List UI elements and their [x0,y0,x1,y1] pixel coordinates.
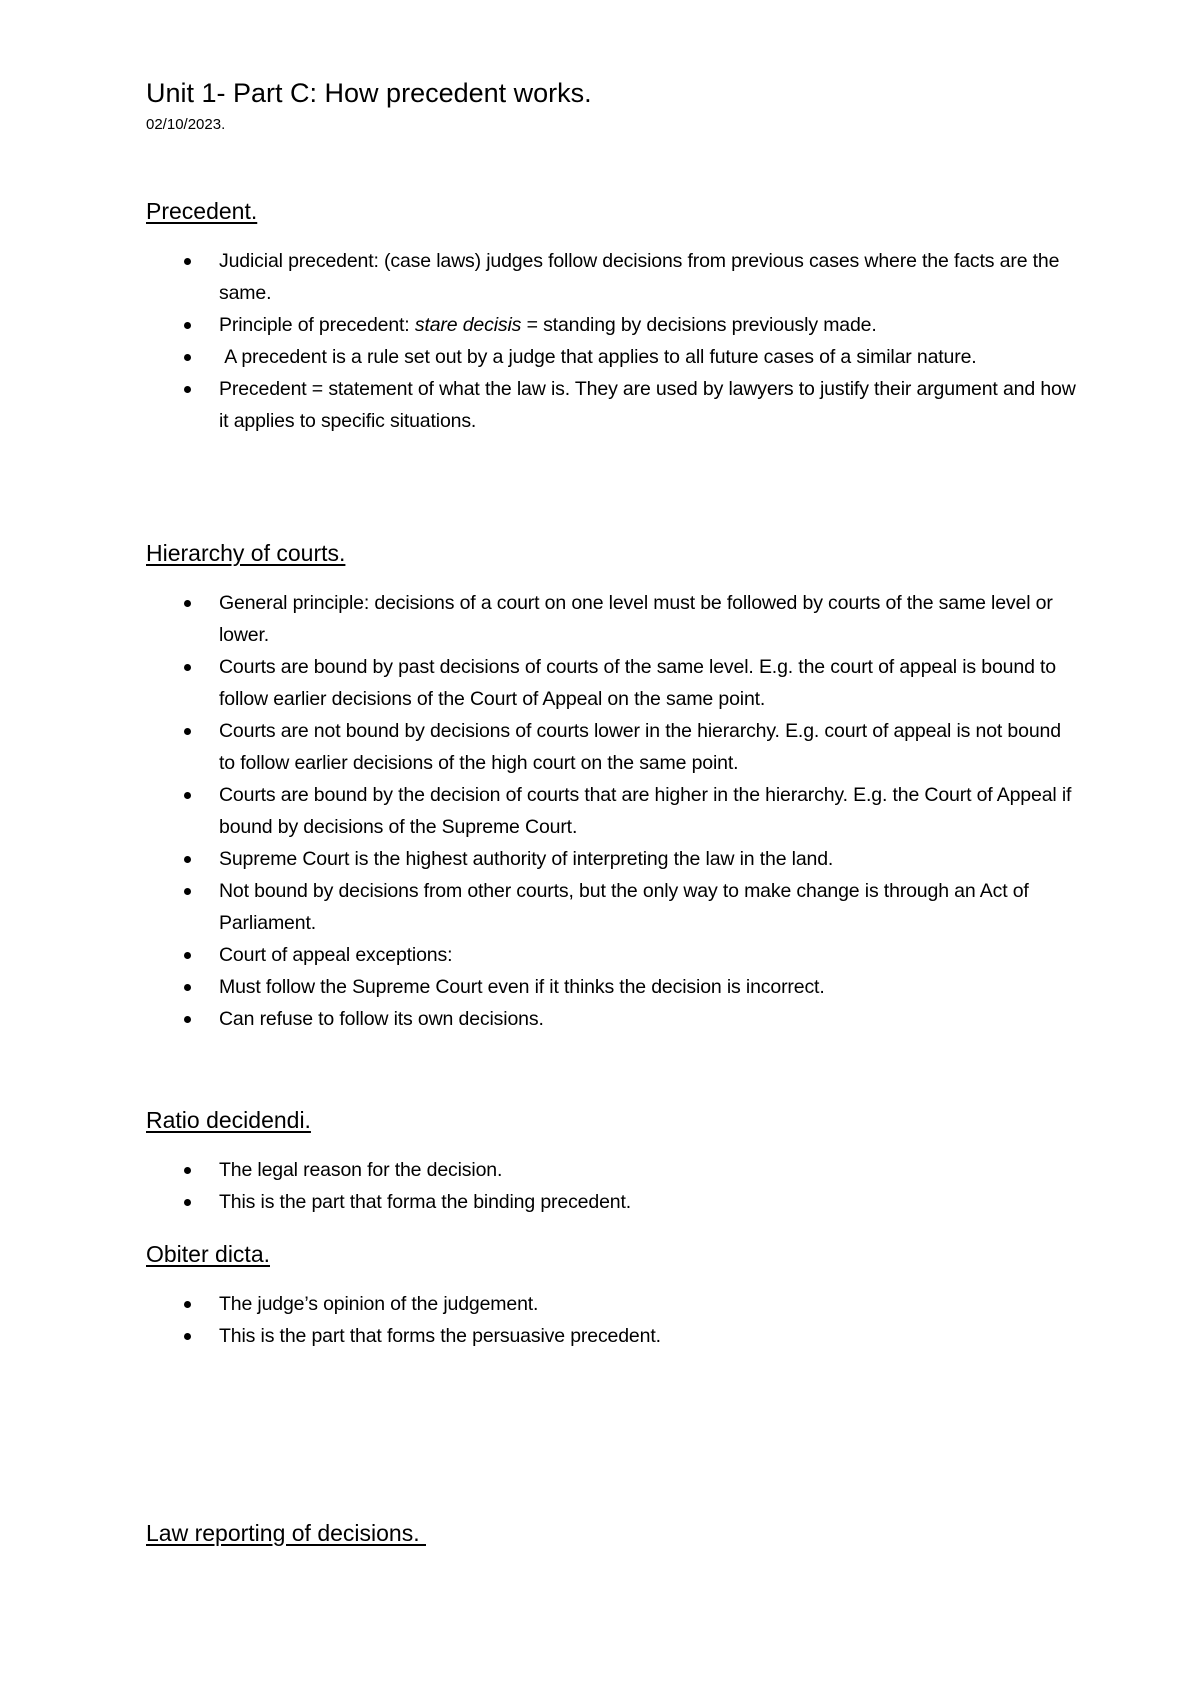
list-item [0,1154,1079,1186]
bullet-icon [184,1333,191,1340]
list-item-text: The legal reason for the decision. [219,1159,503,1181]
bullet-icon [184,354,191,361]
list-item-text: This is the part that forma the binding precedent. [219,1191,631,1213]
list-precedent [0,245,1200,437]
list-item-text: Courts are not bound by decisions of courts lower in the hierarchy. E.g. court of appeal is not bound to follow earlier decisions of the high court on the same point. [219,720,1061,774]
bullet-icon [184,1199,191,1206]
bullet-icon [184,856,191,863]
list-item [0,245,1079,309]
bullet-icon [184,1016,191,1023]
list-item-text: Courts are bound by past decisions of courts of the same level. E.g. the court of appeal is bound to follow earlier decisions of the Court of Appeal on the same point. [219,656,1057,710]
heading-obiter-dicta: Obiter dicta. [146,1241,270,1267]
list-item-text: Courts are bound by the decision of courts that are higher in the hierarchy. E.g. the Court of Appeal if bound by decisions of the Supreme Court. [219,784,1072,838]
bullet-icon [184,952,191,959]
list-ratio-decidendi [0,1154,1200,1218]
list-item-text-suffix: = standing by decisions previously made. [521,314,877,336]
bullet-icon [184,600,191,607]
list-item-text: Supreme Court is the highest authority of interpreting the law in the land. [219,848,834,870]
list-item-text: The judge’s opinion of the judgement. [219,1293,539,1315]
list-hierarchy-of-courts [0,587,1200,1035]
list-item-text: Can refuse to follow its own decisions. [219,1008,544,1030]
list-item-text: Not bound by decisions from other courts, but the only way to make change is through an Act of Parliament. [219,880,1029,934]
bullet-icon [184,792,191,799]
list-item [0,779,1079,843]
list-item-text-italic: stare decisis [414,314,522,336]
list-item-text: Precedent = statement of what the law is. They are used by lawyers to justify their argument and how it applies to specific situations. [219,378,1076,432]
list-item [0,939,1079,971]
list-item-text: A precedent is a rule set out by a judge that applies to all future cases of a similar nature. [219,346,977,368]
list-item-text: This is the part that forms the persuasive precedent. [219,1325,661,1347]
list-item [0,843,1079,875]
list-item [0,373,1079,437]
bullet-icon [184,984,191,991]
list-item [0,971,1079,1003]
list-item [0,309,1079,341]
bullet-icon [184,1301,191,1308]
list-item [0,1320,1079,1352]
bullet-icon [184,258,191,265]
list-item-text: Must follow the Supreme Court even if it thinks the decision is incorrect. [219,976,825,998]
list-item-text: Judicial precedent: (case laws) judges follow decisions from previous cases where the facts are the same. [219,250,1060,304]
list-obiter-dicta [0,1288,1200,1352]
list-item-text: Court of appeal exceptions: [219,944,453,966]
list-item-text: General principle: decisions of a court on one level must be followed by courts of the same level or lower. [219,592,1053,646]
heading-law-reporting: Law reporting of decisions. [146,1520,426,1546]
list-item-text-prefix: Principle of precedent: [219,314,415,336]
list-item [0,651,1079,715]
bullet-icon [184,728,191,735]
bullet-icon [184,1167,191,1174]
document-date: 02/10/2023. [146,116,226,133]
list-item [0,1288,1079,1320]
document-title: Unit 1- Part C: How precedent works. [146,78,592,108]
bullet-icon [184,664,191,671]
list-item [0,715,1079,779]
bullet-icon [184,888,191,895]
list-item [0,1003,1079,1035]
heading-precedent: Precedent. [146,198,258,224]
bullet-icon [184,386,191,393]
bullet-icon [184,322,191,329]
list-item [0,341,1079,373]
heading-hierarchy-of-courts: Hierarchy of courts. [146,540,346,566]
heading-ratio-decidendi: Ratio decidendi. [146,1107,311,1133]
list-item [0,587,1079,651]
list-item [0,875,1079,939]
list-item [0,1186,1079,1218]
